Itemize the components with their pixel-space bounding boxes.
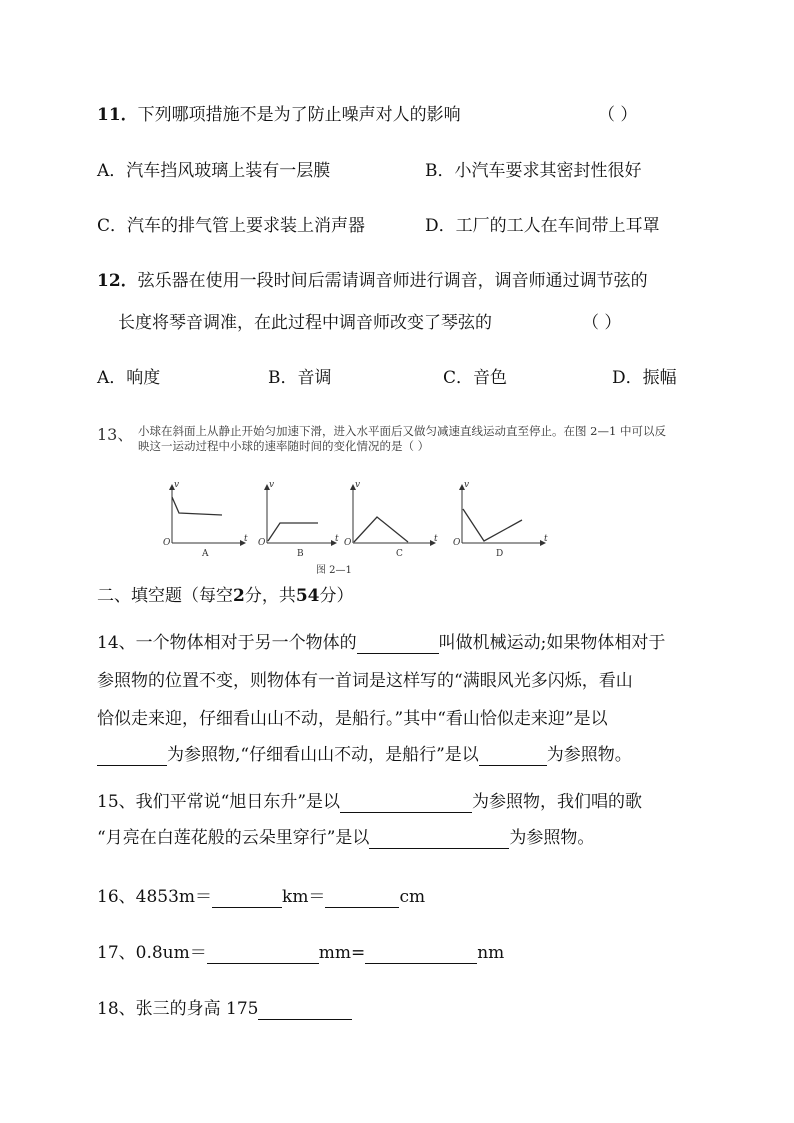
graph-d-curve <box>463 509 522 541</box>
q15-blank-2[interactable] <box>369 830 509 849</box>
graph-c-origin: O <box>344 538 352 548</box>
graph-a-v-label: v <box>174 480 180 490</box>
figure-caption: 图 2—1 <box>316 565 352 576</box>
q14-line1 <box>97 632 665 654</box>
q12-text-line1: 弦乐器在使用一段时间后需请调音师进行调音，调音师通过调节弦的 <box>137 271 648 291</box>
q13-figure <box>0 465 794 605</box>
q16-a: 16、4853m＝ <box>97 887 213 907</box>
q15-line2 <box>97 827 594 849</box>
q14-blank-1[interactable] <box>357 635 439 654</box>
q14-line1-b: 叫做机械运动;如果物体相对于 <box>438 633 666 653</box>
q12-answer-paren: （ ） <box>582 313 622 333</box>
q12-option-c: C．音色 <box>443 368 508 388</box>
q14-line4-a: 为参照物,“仔细看山山不动，是船行”是以 <box>167 745 479 765</box>
graph-b-curve <box>268 523 318 541</box>
graph-c-v-label: v <box>355 480 361 490</box>
q17-blank-2[interactable] <box>365 945 477 964</box>
q14-line3: 恰似走来迎，仔细看山山不动，是船行。”其中“看山恰似走来迎”是以 <box>97 709 608 729</box>
q13-number: 13、 <box>97 425 134 444</box>
graph-c <box>344 480 438 559</box>
q18-blank-1[interactable] <box>258 1001 352 1020</box>
q17-a: 17、0.8um＝ <box>97 943 207 963</box>
q16-line <box>97 886 425 908</box>
q14-blank-3[interactable] <box>479 747 547 766</box>
graph-a-origin: O <box>163 538 171 548</box>
section-2-heading <box>97 585 354 607</box>
q12-stem-line1 <box>97 270 648 292</box>
graph-c-t-label: t <box>434 534 438 544</box>
q12-option-d: D．振幅 <box>612 368 677 388</box>
graph-d-origin: O <box>453 538 461 548</box>
q14-line2: 参照物的位置不变，则物体有一首词是这样写的“满眼风光多闪烁，看山 <box>97 671 633 691</box>
graph-b-letter: B <box>297 549 304 559</box>
q15-blank-1[interactable] <box>340 794 472 813</box>
q12-number: 12． <box>97 271 138 291</box>
q11-option-c: C．汽车的排气管上要求装上消声器 <box>97 216 366 236</box>
q14-line4-b: 为参照物。 <box>546 745 632 765</box>
q17-c: nm <box>477 943 505 963</box>
q11-stem <box>97 104 461 126</box>
section-2-title-d: 54 <box>295 586 320 606</box>
q11-answer-paren: （ ） <box>598 105 638 125</box>
q15-line2-b: 为参照物。 <box>509 828 595 848</box>
q11-option-d: D．工厂的工人在车间带上耳罩 <box>425 216 660 236</box>
q17-b: mm= <box>318 943 366 963</box>
q17-blank-1[interactable] <box>207 945 319 964</box>
q14-blank-2[interactable] <box>97 747 167 766</box>
q13-text-line2: 映这一运动过程中小球的速率随时间的变化情况的是（ ） <box>138 439 430 453</box>
q14-line1-a: 14、一个物体相对于另一个物体的 <box>97 633 357 653</box>
graph-a-t-label: t <box>244 534 248 544</box>
graph-b-t-label: t <box>335 534 339 544</box>
graph-d <box>453 480 548 559</box>
graph-a <box>163 480 248 559</box>
section-2-title-c: 分，共 <box>244 586 296 606</box>
q16-c: cm <box>399 887 426 907</box>
graph-b-origin: O <box>258 538 266 548</box>
q13-text-line1: 小球在斜面上从静止开始匀加速下滑，进入水平面后又做匀减速直线运动直至停止。在图 2—1 中可以反 <box>138 424 666 438</box>
graph-a-curve <box>172 497 222 515</box>
q16-blank-1[interactable] <box>212 889 282 908</box>
graph-d-t-label: t <box>544 534 548 544</box>
q16-b: km＝ <box>282 887 326 907</box>
q12-text-line2: 长度将琴音调准，在此过程中调音师改变了琴弦的 <box>118 313 492 333</box>
q14-line4 <box>97 744 632 766</box>
q11-option-b: B．小汽车要求其密封性很好 <box>425 161 642 181</box>
graph-b-v-label: v <box>269 480 275 490</box>
q15-line1 <box>97 791 642 813</box>
q15-line2-a: “月亮在白莲花般的云朵里穿行”是以 <box>97 828 370 848</box>
q11-text: 下列哪项措施不是为了防止噪声对人的影响 <box>137 105 461 125</box>
graph-d-letter: D <box>496 549 504 559</box>
q15-line1-a: 15、我们平常说“旭日东升”是以 <box>97 792 341 812</box>
q12-option-a: A．响度 <box>97 368 161 388</box>
q15-line1-b: 为参照物，我们唱的歌 <box>472 792 643 812</box>
section-2-title-b: 2 <box>233 586 245 606</box>
q18-line <box>97 998 352 1020</box>
q12-option-b: B．音调 <box>268 368 332 388</box>
graph-d-v-label: v <box>464 480 470 490</box>
q17-line <box>97 942 504 964</box>
graph-b <box>258 480 339 559</box>
graph-a-letter: A <box>202 549 209 559</box>
q18-a: 18、张三的身高 175 <box>97 999 259 1019</box>
q16-blank-2[interactable] <box>325 889 399 908</box>
section-2-title-e: 分） <box>319 586 354 606</box>
graph-c-curve <box>354 517 408 542</box>
q11-number: 11． <box>97 105 138 125</box>
graph-c-letter: C <box>396 549 403 559</box>
q11-option-a: A．汽车挡风玻璃上装有一层膜 <box>97 161 331 181</box>
section-2-title-a: 二、填空题（每空 <box>97 586 233 606</box>
